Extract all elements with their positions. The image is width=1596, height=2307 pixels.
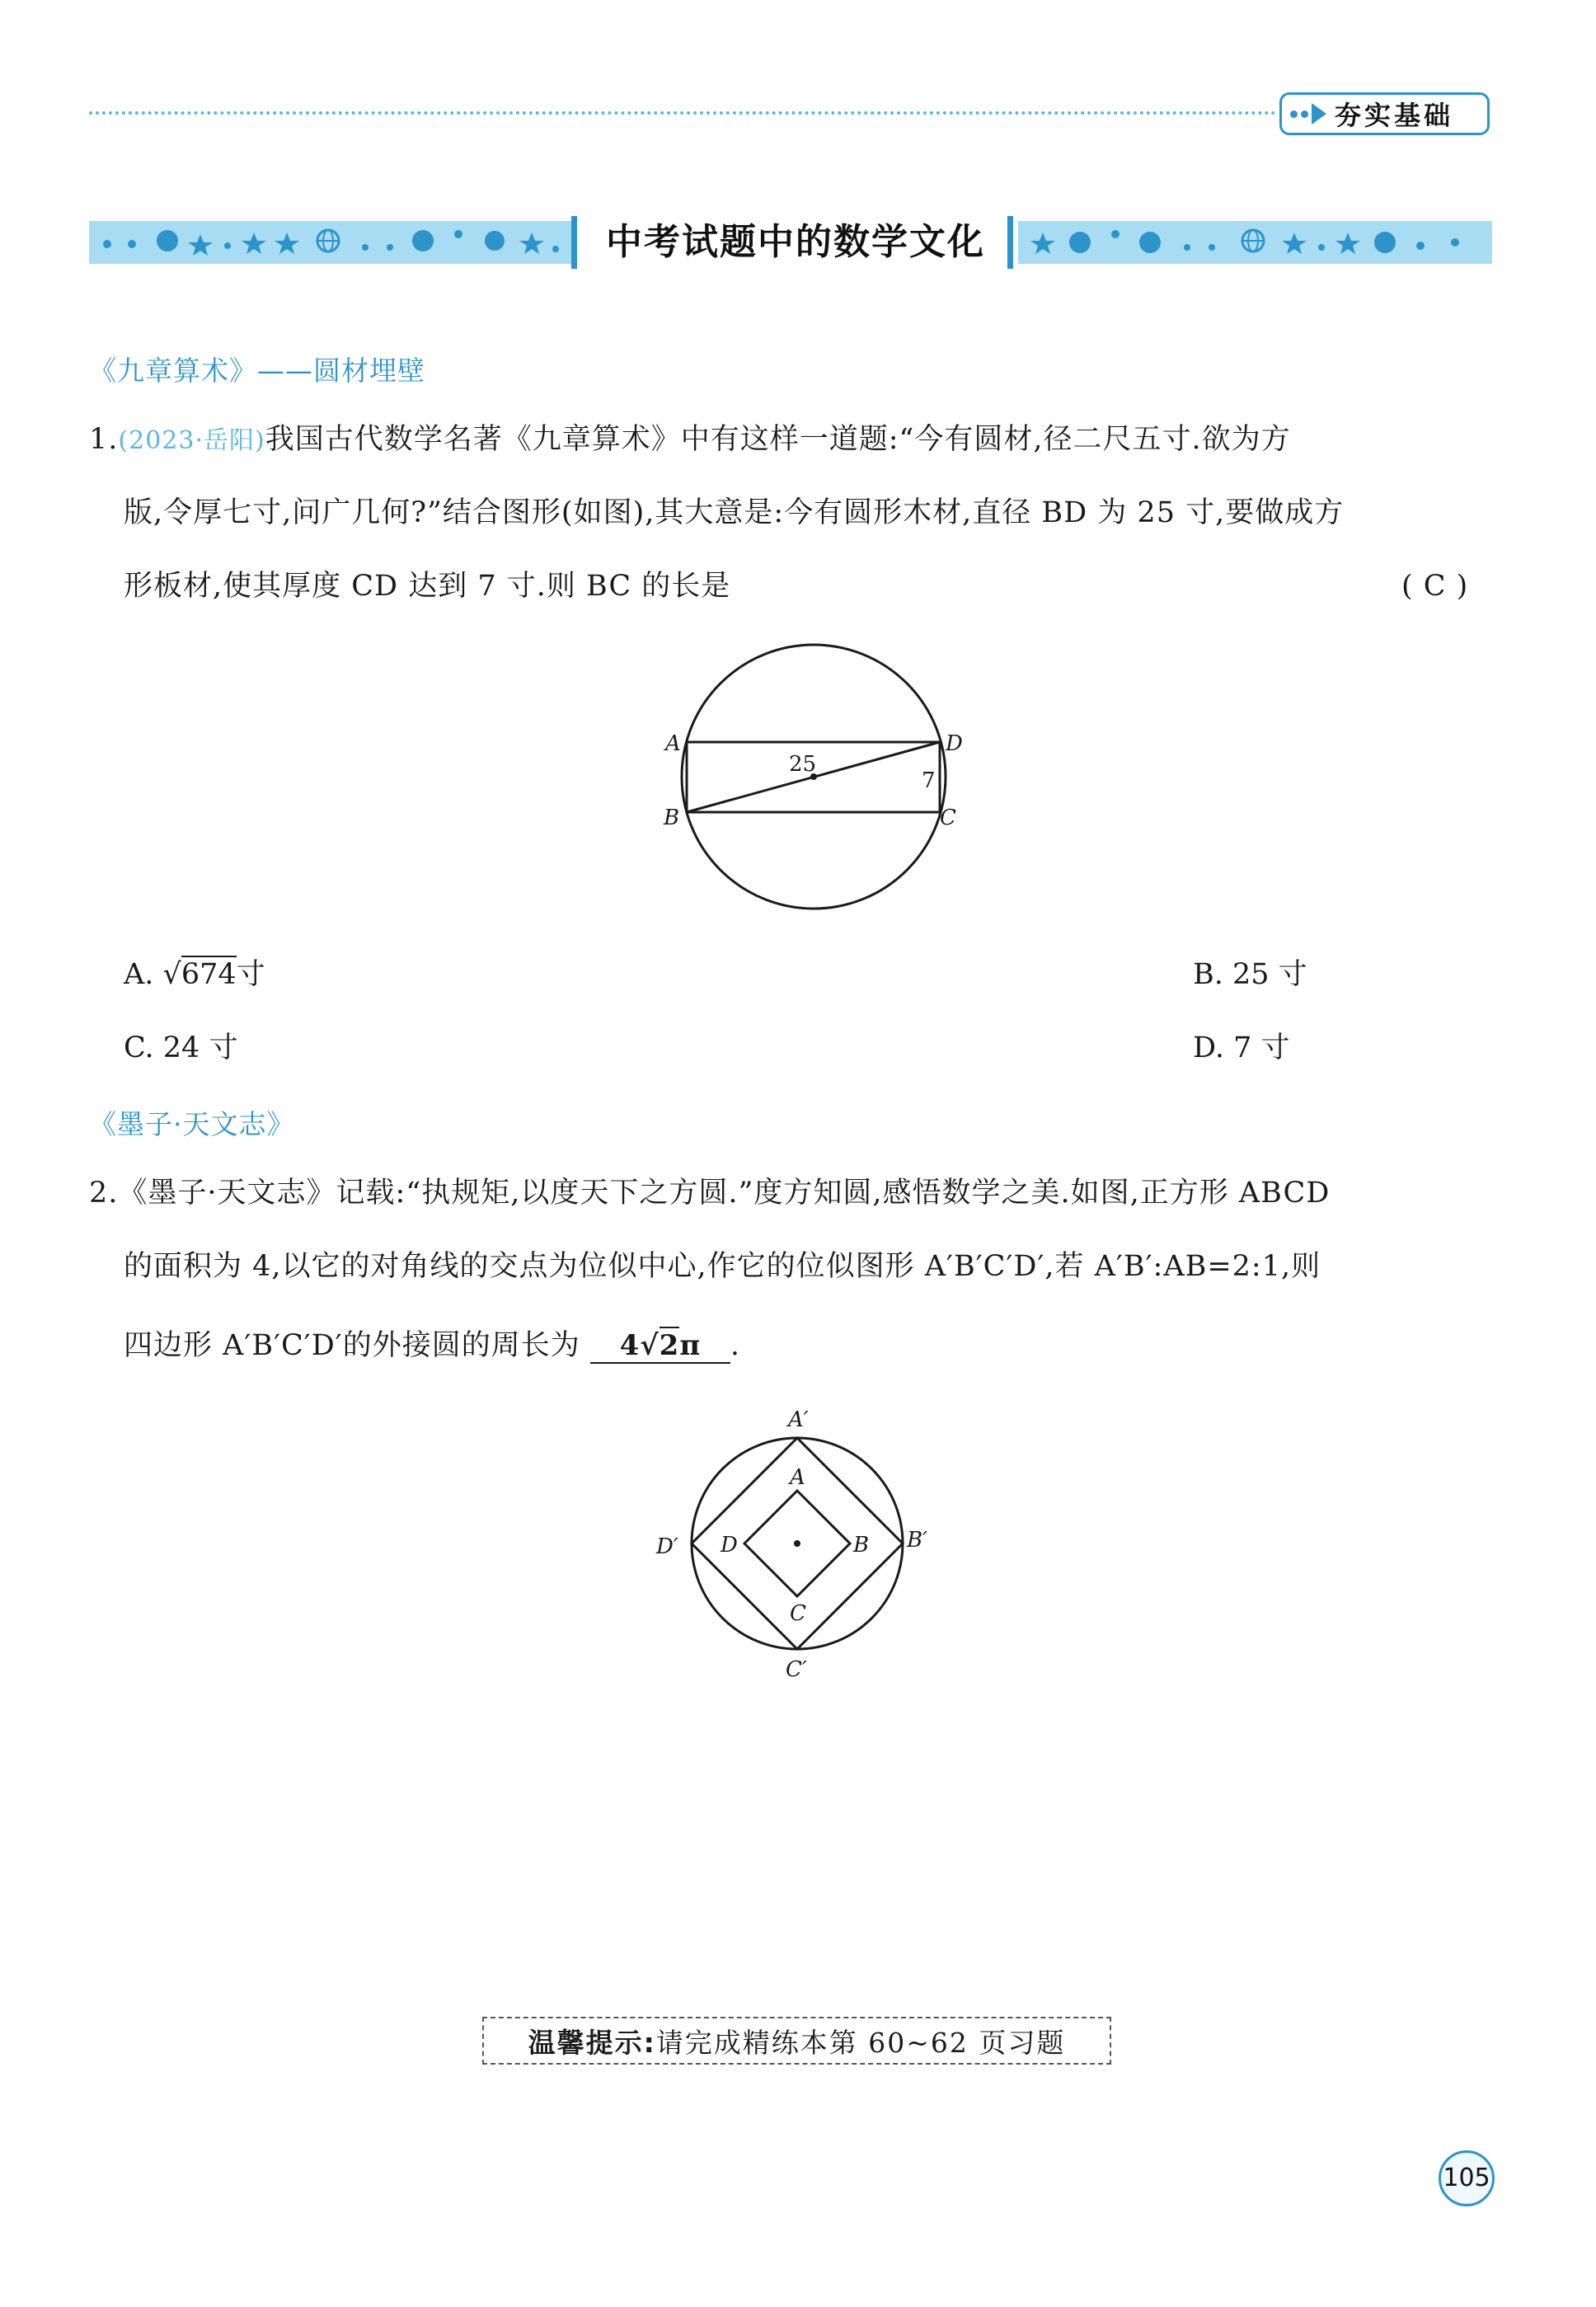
sqrt-symbol: √2 [640,1329,679,1362]
banner-bar-right [1007,216,1013,269]
question-2-text-3: 四边形 A′B′C′D′的外接圆的周长为 [124,1329,580,1362]
question-1-source: (2023·岳阳) [118,426,265,455]
answer-suffix: π [679,1329,702,1362]
question-2-text-1: 《墨子·天文志》记载:“执规矩,以度天下之方圆.”度方知圆,感悟数学之美.如图,正方形 ABCD [118,1177,1331,1210]
figure-1-label-diagonal: 25 [789,752,817,777]
tip-label: 温馨提示: [528,2026,656,2059]
figure-1-label-side: 7 [922,768,936,793]
figure-1-label-a: A [665,731,681,756]
question-2-line-3 [124,1329,740,1364]
figure-2-label-b-prime: B′ [907,1528,928,1553]
choice-c: C. 24 寸 [124,1031,238,1064]
choice-a-unit: 寸 [236,958,265,991]
choice-d: D. 7 寸 [1193,1031,1290,1064]
figure-2-label-b: B [853,1533,870,1558]
figure-2-label-a-prime: A′ [788,1407,809,1432]
choice-a [124,958,265,991]
figure-2-label-d-prime: D′ [656,1534,678,1559]
page-number: 105 [1439,2150,1495,2206]
choice-a-prefix: A. [124,958,154,991]
question-1-text-1: 我国古代数学名著《九章算术》中有这样一道题:“今有圆材,径二尺五寸.欲为方 [265,423,1291,456]
figure-1-circle-rectangle [651,635,981,923]
question-1-line-1 [89,423,1291,458]
section-heading-jiuzhang: 《九章算术》——圆材埋壁 [89,355,425,387]
stars-dots-globe-icon [1018,221,1492,264]
choice-b: B. 25 寸 [1193,958,1307,991]
figure-1-label-c: C [940,806,956,830]
question-1-line-3: 形板材,使其厚度 CD 达到 7 寸.则 BC 的长是 [124,570,731,603]
banner-title: 中考试题中的数学文化 [606,221,985,263]
tip-text: 请完成精练本第 60~62 页习题 [655,2026,1066,2059]
sqrt-symbol: √674 [163,958,237,991]
question-1-answer: ( C ) [1401,570,1469,603]
header-tab-label: 夯实基础 [1335,100,1454,131]
figure-2-circle-squares [651,1402,956,1694]
figure-2-label-d: D [721,1533,738,1558]
question-1-number: 1. [89,423,119,456]
question-2-number: 2. [89,1177,119,1210]
double-dot-arrow-icon [1290,103,1326,125]
figure-2-label-c: C [790,1601,806,1626]
question-2-text-end: . [730,1329,741,1362]
section-heading-mozi: 《墨子·天文志》 [89,1108,295,1140]
figure-2-label-a: A [790,1465,805,1490]
choice-a-radicand: 674 [181,956,237,991]
question-2-answer-blank [590,1329,730,1364]
answer-radicand: 2 [660,1327,680,1362]
header-dotted-line [89,111,1276,115]
banner-bar-left [571,216,577,269]
header-tab [1279,92,1490,135]
tip-box [482,2017,1111,2065]
question-2-line-1 [89,1177,1330,1210]
banner-decoration-right [1018,221,1492,264]
banner-decoration-left [89,221,571,264]
answer-coefficient: 4 [619,1329,641,1362]
stars-dots-globe-icon [89,221,571,264]
figure-1-label-d: D [946,731,963,756]
question-2-line-2: 的面积为 4,以它的对角线的交点为位似中心,作它的位似图形 A′B′C′D′,若 A′B′:AB=2:1,则 [124,1250,1321,1283]
figure-1-label-b: B [664,806,680,830]
figure-2-label-c-prime: C′ [786,1657,807,1682]
question-1-line-2: 版,令厚七寸,问广几何?”结合图形(如图),其大意是:今有圆形木材,直径 BD 为 25 寸,要做成方 [124,496,1345,529]
